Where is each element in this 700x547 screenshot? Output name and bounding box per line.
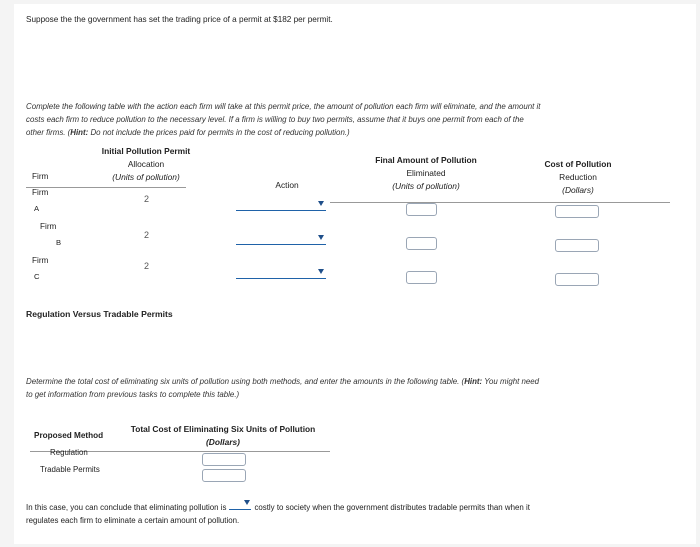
allocation-value: 2 bbox=[144, 261, 150, 271]
cost-input[interactable] bbox=[555, 239, 599, 252]
conclusion-line-2: regulates each firm to eliminate a certain amount of pollution. bbox=[26, 516, 240, 525]
method-label: Tradable Permits bbox=[40, 465, 100, 474]
instructions bbox=[26, 100, 686, 139]
chevron-down-icon bbox=[244, 500, 250, 505]
action-dropdown[interactable] bbox=[236, 234, 326, 245]
hint-label: Hint: bbox=[70, 128, 89, 137]
instructions-line-1: Complete the following table with the action each firm will take at this permit price, the amount of pollution each firm will eliminate, and the amount it bbox=[26, 102, 541, 111]
section-title: Regulation Versus Tradable Permits bbox=[26, 309, 173, 319]
allocation-value: 2 bbox=[144, 230, 150, 240]
intro-text: Suppose the the government has set the trading price of a permit at $182 per permit. bbox=[26, 15, 333, 24]
firm-label: Firm bbox=[40, 222, 57, 231]
final-amount-header: Final Amount of Pollution Eliminated (Units of pollution) bbox=[375, 155, 477, 191]
cost-input[interactable] bbox=[555, 273, 599, 286]
firm-letter: A bbox=[34, 204, 40, 213]
firm-letter: B bbox=[56, 238, 62, 247]
proposed-method-header: Proposed Method bbox=[34, 431, 104, 440]
total-cost-header: Total Cost of Eliminating Six Units of Pollution (Dollars) bbox=[130, 424, 316, 447]
tradable-permits-cost-input[interactable] bbox=[202, 469, 246, 482]
instructions-line-3: other firms. (Hint: Do not include the prices paid for permits in the cost of reducing pollution.) bbox=[26, 128, 350, 137]
final-amount-input[interactable] bbox=[406, 237, 437, 250]
allocation-header: Initial Pollution Permit Allocation (Units of pollution) bbox=[101, 146, 191, 182]
allocation-value: 2 bbox=[144, 194, 150, 204]
table1-header-rule-left bbox=[26, 187, 186, 188]
table1-header-rule-right bbox=[330, 202, 670, 203]
regulation-cost-input[interactable] bbox=[202, 453, 246, 466]
firm-label: Firm bbox=[32, 256, 49, 265]
conclusion bbox=[26, 500, 686, 527]
final-amount-input[interactable] bbox=[406, 203, 437, 216]
action-header: Action bbox=[275, 180, 299, 190]
method-label: Regulation bbox=[50, 448, 88, 457]
firm-letter: C bbox=[34, 272, 40, 281]
task2-line-1: Determine the total cost of eliminating six units of pollution using both methods, and enter the amounts in the following table. (Hint: You might need bbox=[26, 377, 540, 386]
instructions-line-2: costs each firm to reduce pollution to the necessary level. If a firm is willing to buy two permits, assume that it buys one permit from each of the bbox=[26, 115, 524, 124]
comparison-dropdown[interactable] bbox=[229, 500, 251, 510]
chevron-down-icon bbox=[318, 269, 324, 274]
firm-header: Firm bbox=[32, 172, 49, 181]
firm-label: Firm bbox=[32, 188, 49, 197]
task2-line-2: to get information from previous tasks to complete this table.) bbox=[26, 390, 240, 399]
action-dropdown[interactable] bbox=[236, 200, 326, 211]
chevron-down-icon bbox=[318, 235, 324, 240]
conclusion-line-1: In this case, you can conclude that eliminating pollution is costly to society when the government distributes tradable permits than when it bbox=[26, 500, 686, 514]
action-dropdown[interactable] bbox=[236, 268, 326, 279]
chevron-down-icon bbox=[318, 201, 324, 206]
final-amount-input[interactable] bbox=[406, 271, 437, 284]
cost-input[interactable] bbox=[555, 205, 599, 218]
cost-header: Cost of Pollution Reduction (Dollars) bbox=[544, 159, 612, 195]
hint-label: Hint: bbox=[464, 377, 483, 386]
task2-instructions bbox=[26, 375, 686, 401]
problem-page bbox=[14, 4, 696, 544]
